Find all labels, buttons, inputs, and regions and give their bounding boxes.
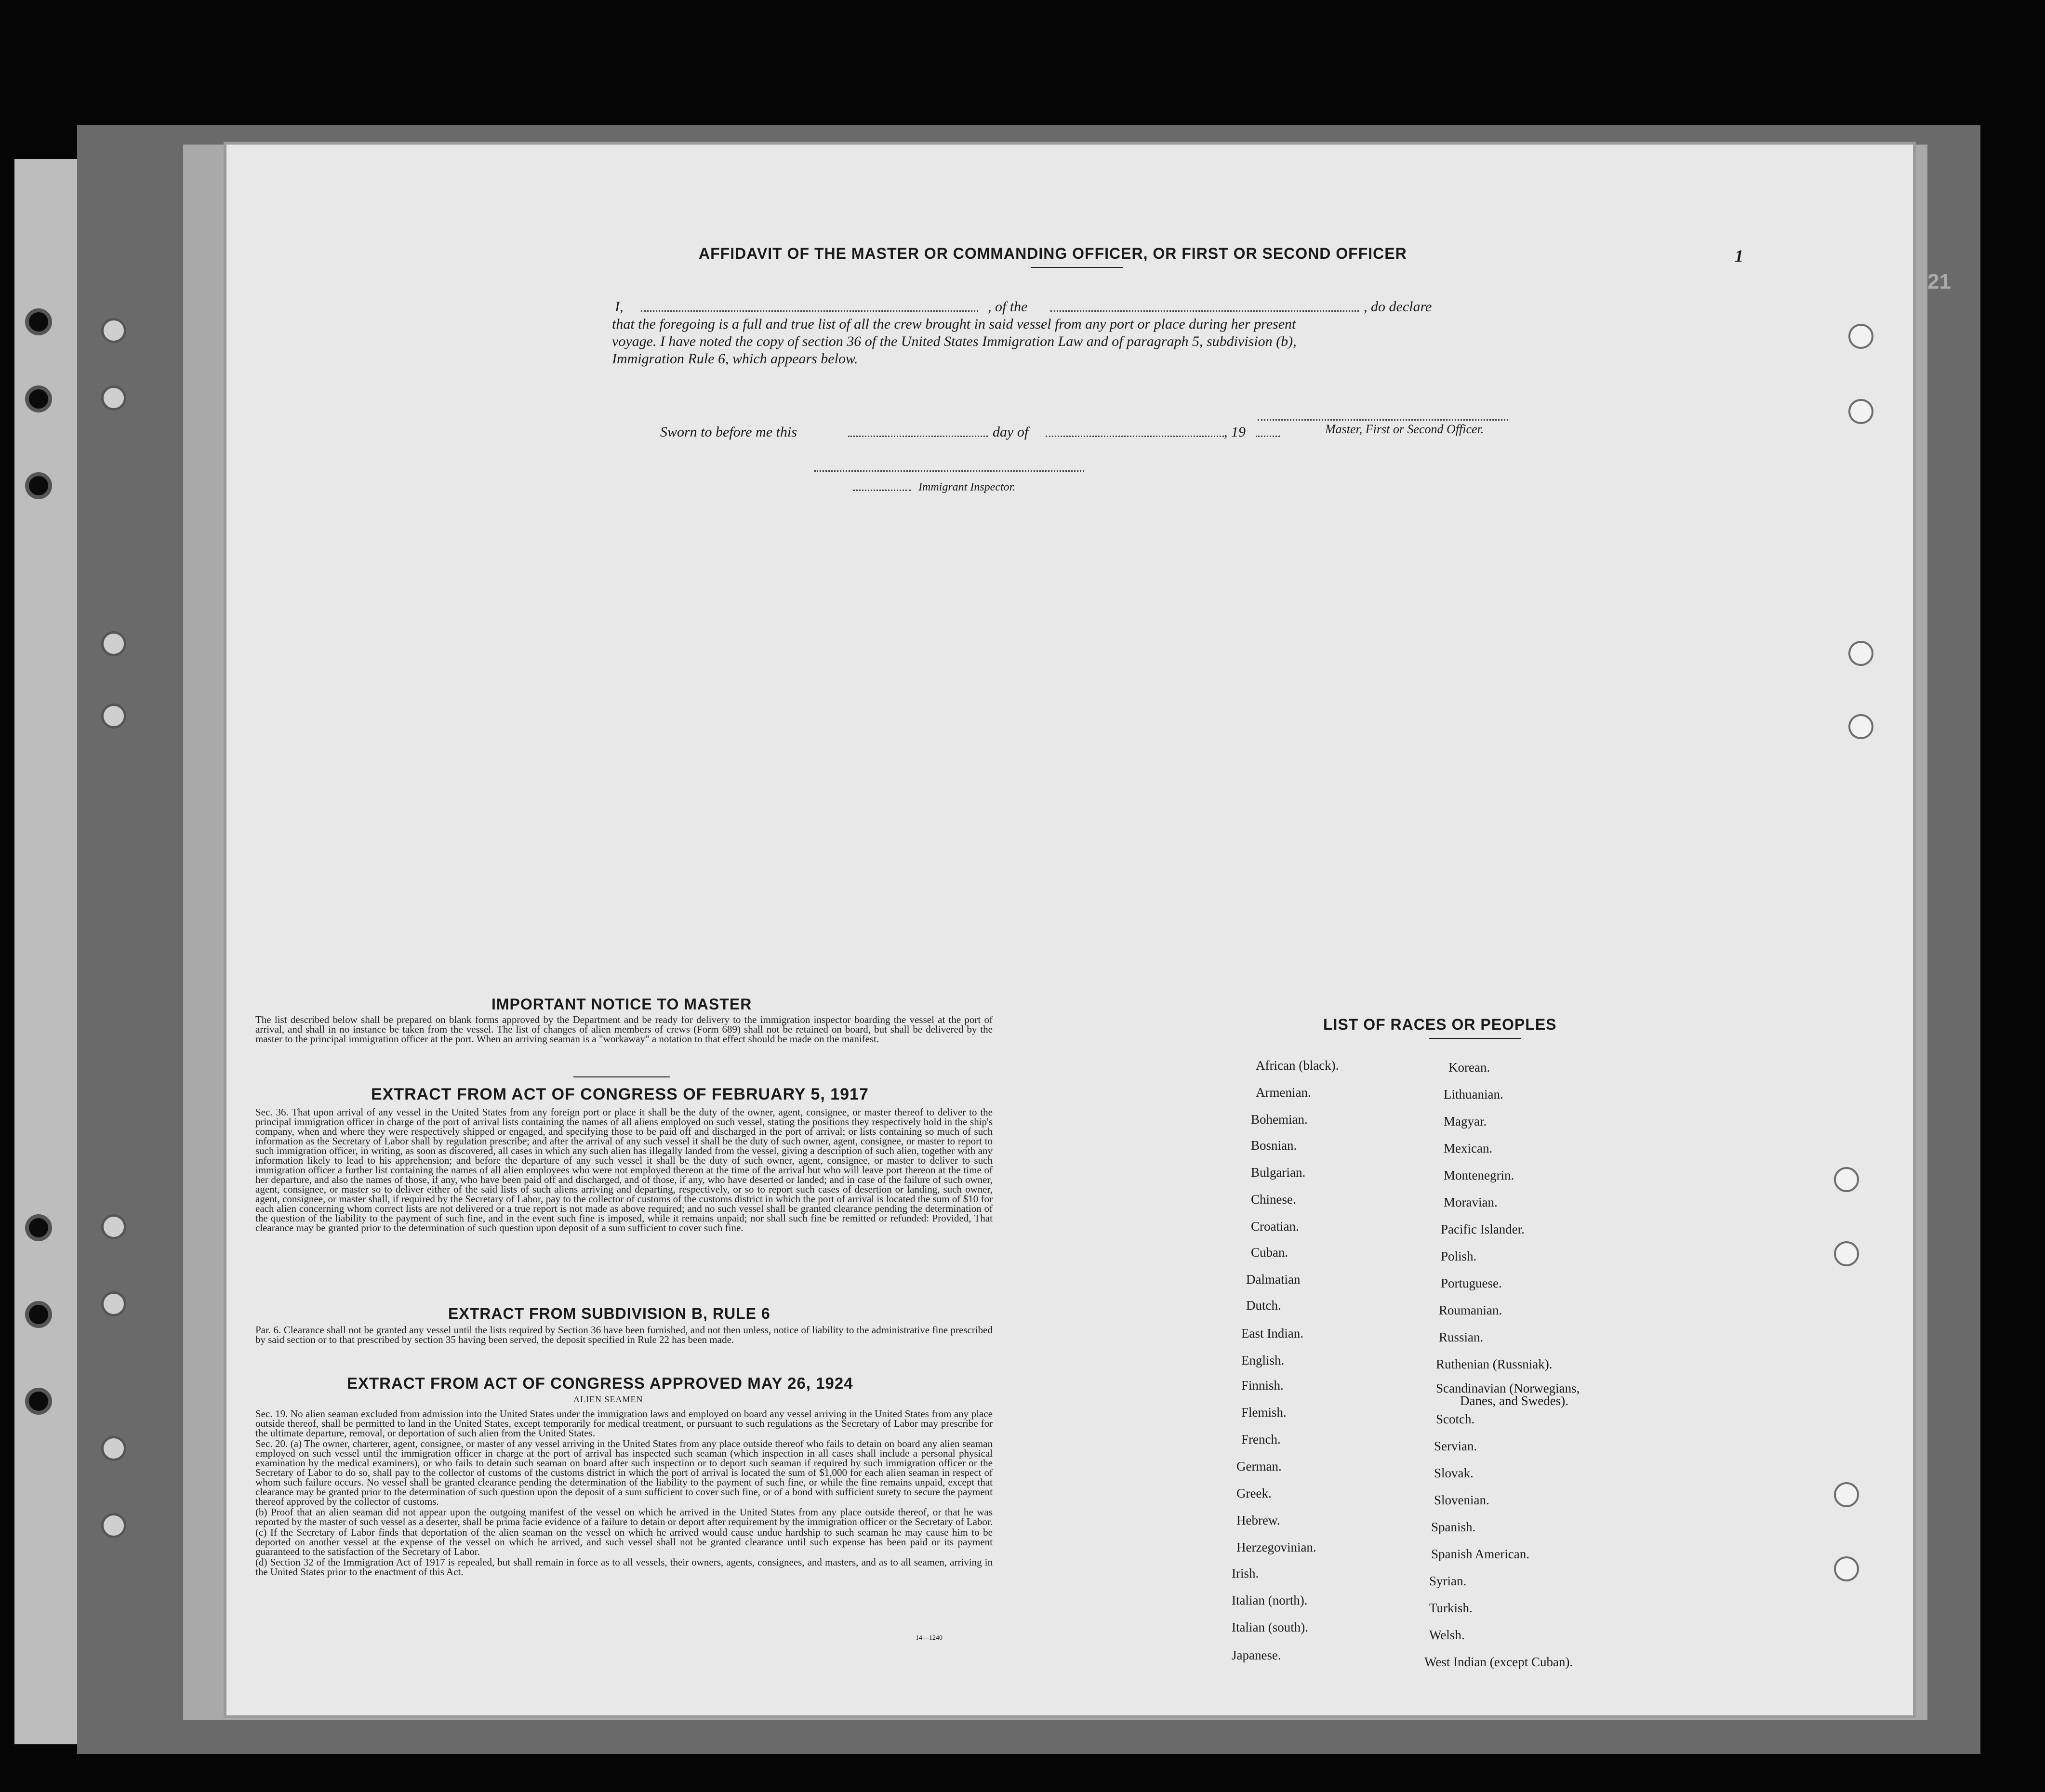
race-item: Russian. [1439,1330,1484,1344]
extract-1917-title: EXTRACT FROM ACT OF CONGRESS OF FEBRUARY 5, 1917 [371,1085,869,1103]
affidavit-declare: , do declare [1364,299,1432,315]
inspector-label: Immigrant Inspector. [918,481,1016,493]
race-item: Ruthenian (Russniak). [1436,1357,1553,1371]
binder-hole [25,1301,52,1328]
inspector-prefix-line [853,490,911,491]
race-item: Greek. [1236,1486,1272,1500]
races-title: LIST OF RACES OR PEOPLES [1323,1016,1557,1033]
ring-hole [101,1513,126,1538]
sec20d-paragraph: (d) Section 32 of the Immigration Act of 1917 is repealed, but shall remain in force as to all vessels, their owners, agents, consignees, and masters, and as to all seamen, arriving in the United States prior to the enactment of this Act. [255,1556,993,1578]
race-item: Polish. [1441,1249,1477,1263]
extract-1924-text [255,1409,993,1578]
title-rule [1031,267,1123,268]
race-item: Portuguese. [1441,1276,1502,1290]
page-number: 1 [1735,246,1743,265]
day-of-text: day of [993,424,1029,440]
race-item: Bohemian. [1251,1112,1308,1127]
page-hole [1834,1167,1859,1192]
race-item: Dalmatian [1246,1272,1301,1287]
sworn-day-blank [848,436,988,437]
ring-hole [101,704,126,729]
race-item: Italian (north). [1232,1593,1308,1607]
race-item: Slovenian. [1434,1493,1489,1507]
affidavit-of-the: , of the [988,299,1028,315]
race-item: Roumanian. [1439,1303,1502,1317]
binder-hole [25,1388,52,1415]
race-item: Lithuanian. [1444,1087,1503,1102]
ring-hole [101,1214,126,1239]
binder-hole [25,385,52,412]
race-item: Scotch. [1436,1412,1475,1426]
race-item: Magyar. [1444,1114,1487,1128]
inspector-signature-line [814,470,1084,472]
ring-hole [101,631,126,656]
affidavit-line4: Immigration Rule 6, which appears below. [612,351,858,367]
page-hole [1848,641,1873,666]
race-item: Hebrew. [1236,1513,1280,1527]
race-item: Irish. [1232,1566,1259,1580]
sworn-month-blank [1046,436,1224,437]
race-item: Danes, and Swedes). [1460,1394,1568,1408]
alien-seamen-subtitle: ALIEN SEAMEN [573,1394,643,1404]
race-item: German. [1236,1459,1282,1473]
sec20a-paragraph: Sec. 20. (a) The owner, charterer, agent, consignee, or master of any vessel arriving in the United States from any place outside thereof who fails to detain on board any alien seaman employed on such vessel until the immigration officer in charge at the port of arrival has inspected such seaman (which inspection in all cases shall include a personal physical examination by the medical examiners), or who fails to detain such seaman on board after such inspection or to deport such seaman if required by such immigration officer or the Secretary of Labor to do so, shall pay to the collector of customs of the customs district in which the port of arrival is located the sum of $1,000 for each alien seaman in respect of whom such failure occurs. No vessel shall be granted clearance pending the determination of the liability to the payment of such fine, or while the fine remains unpaid, except that clearance may be granted prior to the determination of such question upon the deposit of a sum sufficient to cover such fine, or of a bond with sufficient surety to secure the payment thereof approved by the collector of customs. [255,1438,993,1507]
margin-mark: 21 [1927,270,1951,293]
race-item: Montenegrin. [1444,1168,1514,1182]
race-item: African (black). [1256,1058,1339,1073]
year-text: , 19 [1224,424,1246,440]
ring-hole [101,385,126,411]
race-item: Pacific Islander. [1441,1222,1525,1236]
page-hole [1848,714,1873,739]
race-item: French. [1241,1432,1281,1447]
race-item: Italian (south). [1232,1620,1308,1634]
rule6-title: EXTRACT FROM SUBDIVISION B, RULE 6 [448,1305,770,1322]
page-hole [1834,1556,1859,1581]
notice-title: IMPORTANT NOTICE TO MASTER [491,996,752,1013]
race-item: Welsh. [1429,1628,1465,1642]
race-item: Japanese. [1232,1648,1281,1662]
sec20b-paragraph: (b) Proof that an alien seaman did not appear upon the outgoing manifest of the vessel on which he arrived in the United States from any place outside thereof, or that he was reported by the master of such vessel as a deserter, shall be prima facie evidence of a failure to detain or deport after requirement by the immigration officer or the Secretary of Labor. [255,1506,993,1527]
extract-1924-title: EXTRACT FROM ACT OF CONGRESS APPROVED MAY 26, 1924 [347,1374,853,1392]
ring-hole [101,318,126,343]
binder-hole [25,1214,52,1241]
race-item: Servian. [1434,1439,1477,1453]
page-hole [1848,399,1873,424]
sworn-text: Sworn to before me this [660,424,797,440]
vessel-name-blank [1050,310,1359,312]
race-item: Cuban. [1251,1245,1288,1260]
race-item: English. [1241,1353,1285,1367]
ring-hole [101,1436,126,1461]
race-item: Spanish American. [1431,1547,1529,1561]
affidavit-title: AFFIDAVIT OF THE MASTER OR COMMANDING OFFICER, OR FIRST OR SECOND OFFICER [699,245,1407,262]
master-signature-label: Master, First or Second Officer. [1325,422,1484,436]
notice-text: The list described below shall be prepared on blank forms approved by the Department and be ready for delivery to the immigration inspector boarding the vessel at the port of arrival, and shall in no instance be taken from the vessel. The list of changes of alien members of crews (Form 689) shall not be retained on board, but shall be delivered by the master to the principal immigration officer at the port. When an arriving seaman is a "workaway" a notation to that effect should be made on the manifest. [255,1014,993,1045]
manifest-page [226,145,1913,1715]
binder-hole [25,472,52,499]
race-item: Croatian. [1251,1219,1299,1234]
race-item: Syrian. [1429,1574,1467,1588]
race-item: Dutch. [1246,1298,1281,1313]
race-item: Mexican. [1444,1141,1493,1155]
race-item: Flemish. [1241,1405,1287,1420]
sec20c-paragraph: (c) If the Secretary of Labor finds that deportation of the alien seaman on the vessel on which he arrived would cause undue hardship to such seaman he may cause him to be deported on another vessel at the expense of the vessel on which he arrived, and such vessel shall not be granted clearance until such expense has been paid or its payment guaranteed to the satisfaction of the Secretary of Labor. [255,1527,993,1557]
binder-hole [25,308,52,335]
master-name-blank [641,310,978,312]
race-item: East Indian. [1241,1326,1303,1341]
race-item: Bulgarian. [1251,1165,1306,1180]
race-item: Finnish. [1241,1378,1284,1393]
race-item: Spanish. [1431,1520,1476,1534]
sec19-paragraph: Sec. 19. No alien seaman excluded from admission into the United States under the immigration laws and employed on board any vessel arriving in the United States from any place outside thereof, shall be permitted to land in the United States, except temporarily for medical treatment, or pursuant to such regulations as the Secretary of Labor may prescribe for the ultimate departure, removal, or deportation of such alien from the United States. [255,1408,993,1439]
race-item: Scandinavian (Norwegians, [1436,1381,1580,1395]
race-item: Turkish. [1429,1601,1473,1615]
race-item: Armenian. [1256,1085,1311,1100]
affidavit-i: I, [615,299,624,315]
master-signature-line [1258,419,1508,421]
rule6-text: Par. 6. Clearance shall not be granted any vessel until the lists required by Section 36 have been furnished, and not then unless, notice of liability to the administrative fine prescribed by said section or to that prescribed by section 35 having been served, the deposit specified in Rule 22 has been made. [255,1324,993,1345]
form-code: 14—1240 [916,1634,943,1642]
race-item: Korean. [1448,1060,1490,1075]
ring-hole [101,1291,126,1316]
page-hole [1834,1241,1859,1266]
page-hole [1848,324,1873,349]
extract-1917-text: Sec. 36. That upon arrival of any vessel in the United States from any foreign port or place it shall be the duty of the owner, agent, consignee, or master thereof to deliver to the principal immigration officer in charge of the port of arrival lists containing the names of all aliens employed on such vessel, stating the positions they respectively hold in the ship's company, when and where they were respectively shipped or engaged, and specifying those to be paid off and discharged in the port of arrival; or lists containing so much of such information as the Secretary of Labor shall by regulation prescribe; and after the arrival of any such vessel it shall be the duty of such owner, agent, consignee, or master to report to such immigration officer, in writing, as soon as discovered, all cases in which any such alien has illegally landed from the vessel, giving a description of such alien, together with any information likely to lead to his apprehension; and before the departure of any such vessel it shall be the duty of such owner, agent, consignee, or master to deliver to such immigration officer a further list containing the names of all alien employees who were not employed thereon at the time of the arrival but who will leave port thereon at the time of her departure, and also the names of those, if any, who have been paid off and discharged, and of those, if any, who have deserted or landed; and in case of the failure of such owner, agent, consignee, or master so to deliver either of the said lists of such aliens arriving and departing, respectively, or so to report such cases of desertion or landing, such owner, agent, consignee, or master shall, if required by the Secretary of Labor, pay to the collector of customs of the customs district in which the port of arrival is located the sum of $10 for each alien concerning whom correct lists are not delivered or a true report is not made as above required; and no such vessel shall be granted clearance pending the determination of the question of the liability to the payment of such fine, and in the event such fine is imposed, while it remains unpaid; nor shall such fine be remitted or refunded: Provided, That clearance may be granted prior to the determination of such question upon deposit of a sum sufficient to cover such fine. [255,1106,993,1234]
affidavit-line3: voyage. I have noted the copy of section 36 of the United States Immigration Law and of paragraph 5, subdivision (b), [612,333,1297,349]
race-item: Slovak. [1434,1466,1474,1480]
races-rule [1429,1038,1521,1039]
race-item: Moravian. [1444,1195,1498,1209]
race-item: Bosnian. [1251,1138,1297,1153]
race-item: Chinese. [1251,1192,1296,1207]
affidavit-line2: that the foregoing is a full and true list of all the crew brought in said vessel from any port or place during her present [612,316,1296,332]
year-blank [1256,436,1280,437]
race-item: Herzegovinian. [1236,1540,1316,1554]
page-hole [1834,1482,1859,1507]
race-item: West Indian (except Cuban). [1424,1655,1573,1669]
section-rule [573,1076,670,1077]
